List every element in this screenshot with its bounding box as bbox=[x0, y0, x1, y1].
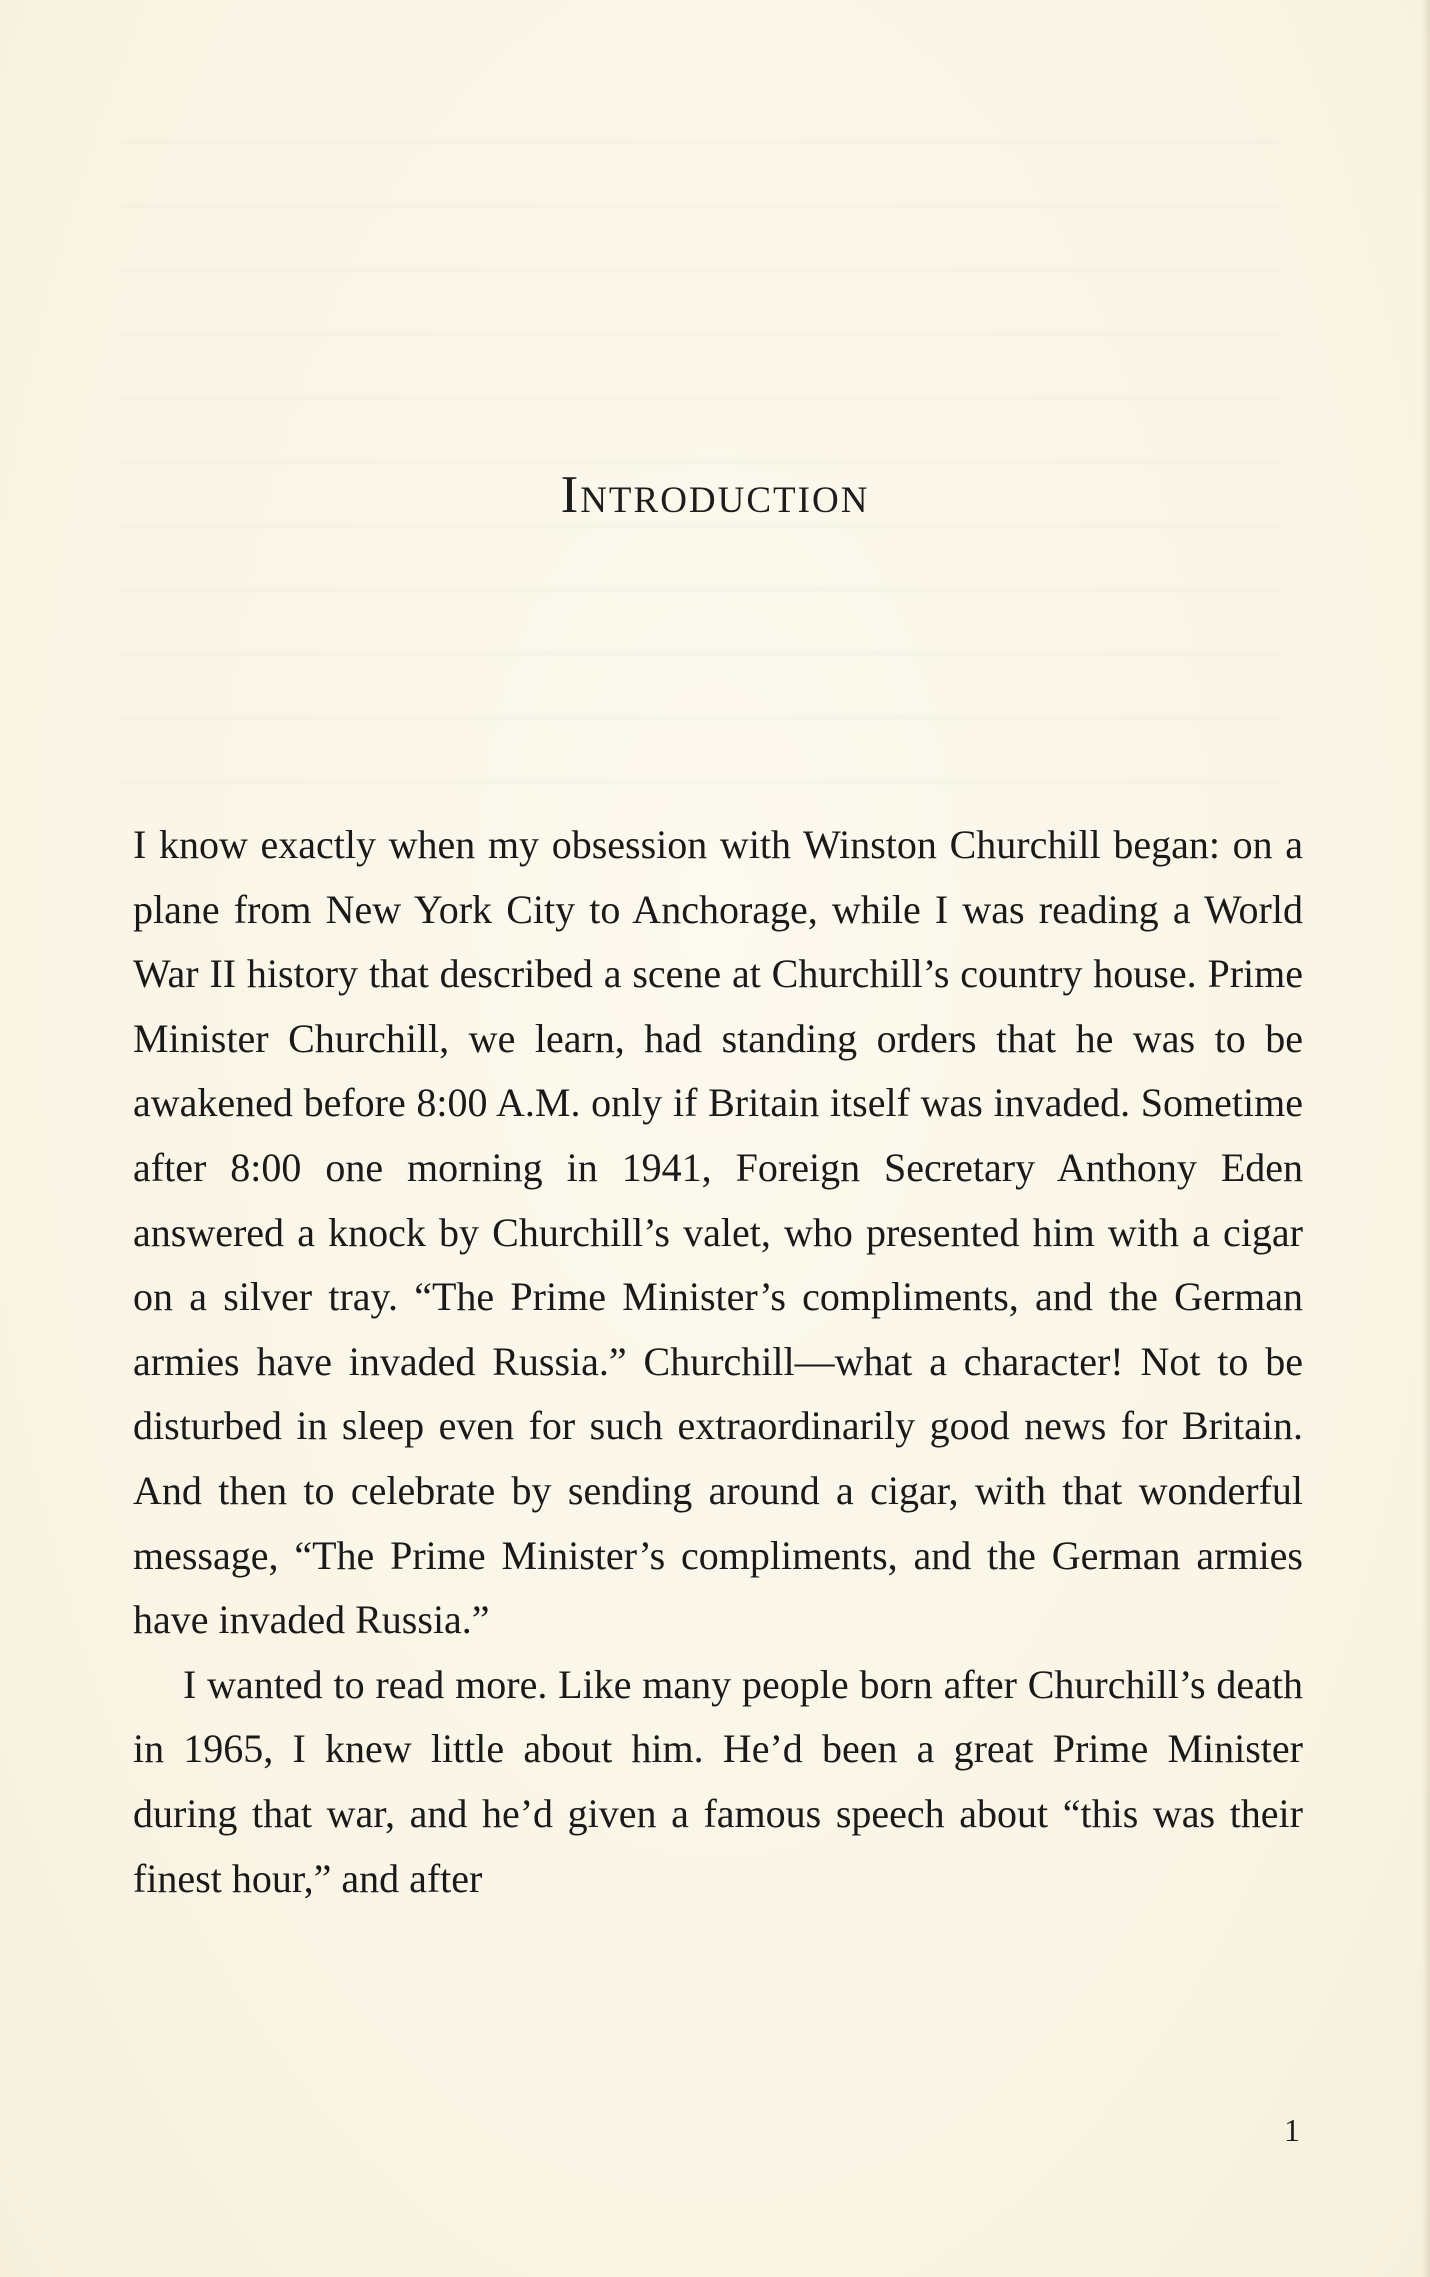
chapter-title: Introduction bbox=[560, 466, 870, 524]
paragraph-2: I wanted to read more. Like many people born after Churchill’s death in 1965, I knew little about him. He’d been a great Prime Minister during that war, and he’d given a famous speech about “this was their finest hour,” and after bbox=[133, 1661, 1303, 1901]
page-edge-shadow bbox=[1422, 0, 1430, 2277]
page-number: 1 bbox=[1284, 2112, 1300, 2148]
paragraph-1: I know exactly when my obsession with Winston Churchill began: on a plane from New York City to Anchorage, while I was reading a World War II history that described a scene at Churchill’s country house. Prime Minister Churchill, we learn, had standing orders that he was to be awakened before 8:00 A.M. only if Britain itself was invaded. Sometime after 8:00 one morning in 1941, Foreign Secretary Anthony Eden answered a knock by Churchill’s valet, who presented him with a cigar on a silver tray. “The Prime Minister’s compliments, and the German armies have invaded Russia.” Churchill—what a character! Not to be disturbed in sleep even for such extraordinarily good news for Britain. And then to celebrate by sending around a cigar, with that wonderful message, “The Prime Minister’s compliments, and the German armies have invaded Russia.” bbox=[133, 822, 1303, 1643]
body-text bbox=[133, 813, 1303, 1911]
